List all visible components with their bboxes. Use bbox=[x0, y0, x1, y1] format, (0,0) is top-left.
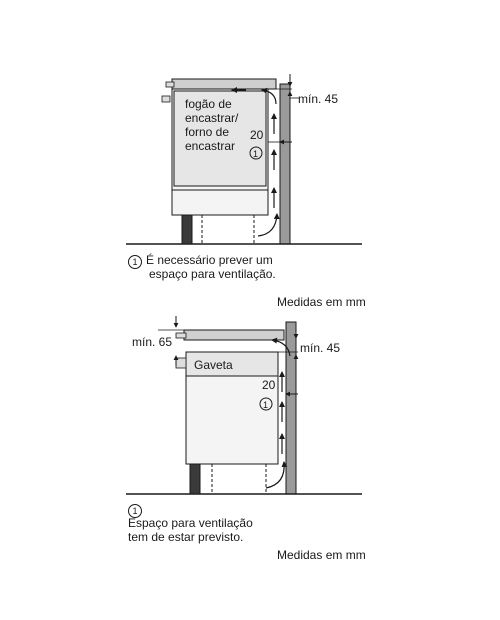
left-leg bbox=[182, 215, 192, 244]
worktop bbox=[184, 330, 284, 340]
diagram-2 bbox=[126, 316, 362, 494]
units-label-1: Medidas em mm bbox=[277, 295, 366, 309]
note-2-line2: tem de estar previsto. bbox=[128, 530, 244, 544]
gap-label: 20 bbox=[262, 378, 276, 392]
units-label-2: Medidas em mm bbox=[277, 548, 366, 562]
clearance-label: mín. 45 bbox=[298, 92, 339, 106]
left-leg bbox=[190, 464, 200, 494]
diagram-1 bbox=[126, 74, 362, 244]
note-1-line1: É necessário prever um bbox=[146, 253, 273, 267]
note-2-marker: 1 bbox=[128, 504, 142, 518]
wall bbox=[280, 84, 290, 244]
appliance-label: fogão de encastrar/ forno de encastrar bbox=[185, 97, 239, 153]
note-2-line1: Espaço para ventilação bbox=[128, 516, 253, 530]
marker-number: 1 bbox=[253, 149, 259, 159]
gap-label: 20 bbox=[250, 128, 264, 142]
clearance-label: mín. 45 bbox=[300, 341, 341, 355]
note-1-line2: espaço para ventilação. bbox=[149, 267, 276, 281]
note-1-marker: 1 bbox=[128, 255, 142, 269]
drawer-label: Gaveta bbox=[194, 358, 233, 372]
marker-number: 1 bbox=[263, 400, 269, 410]
worktop bbox=[172, 79, 276, 89]
left-clearance-label: mín. 65 bbox=[132, 335, 173, 349]
